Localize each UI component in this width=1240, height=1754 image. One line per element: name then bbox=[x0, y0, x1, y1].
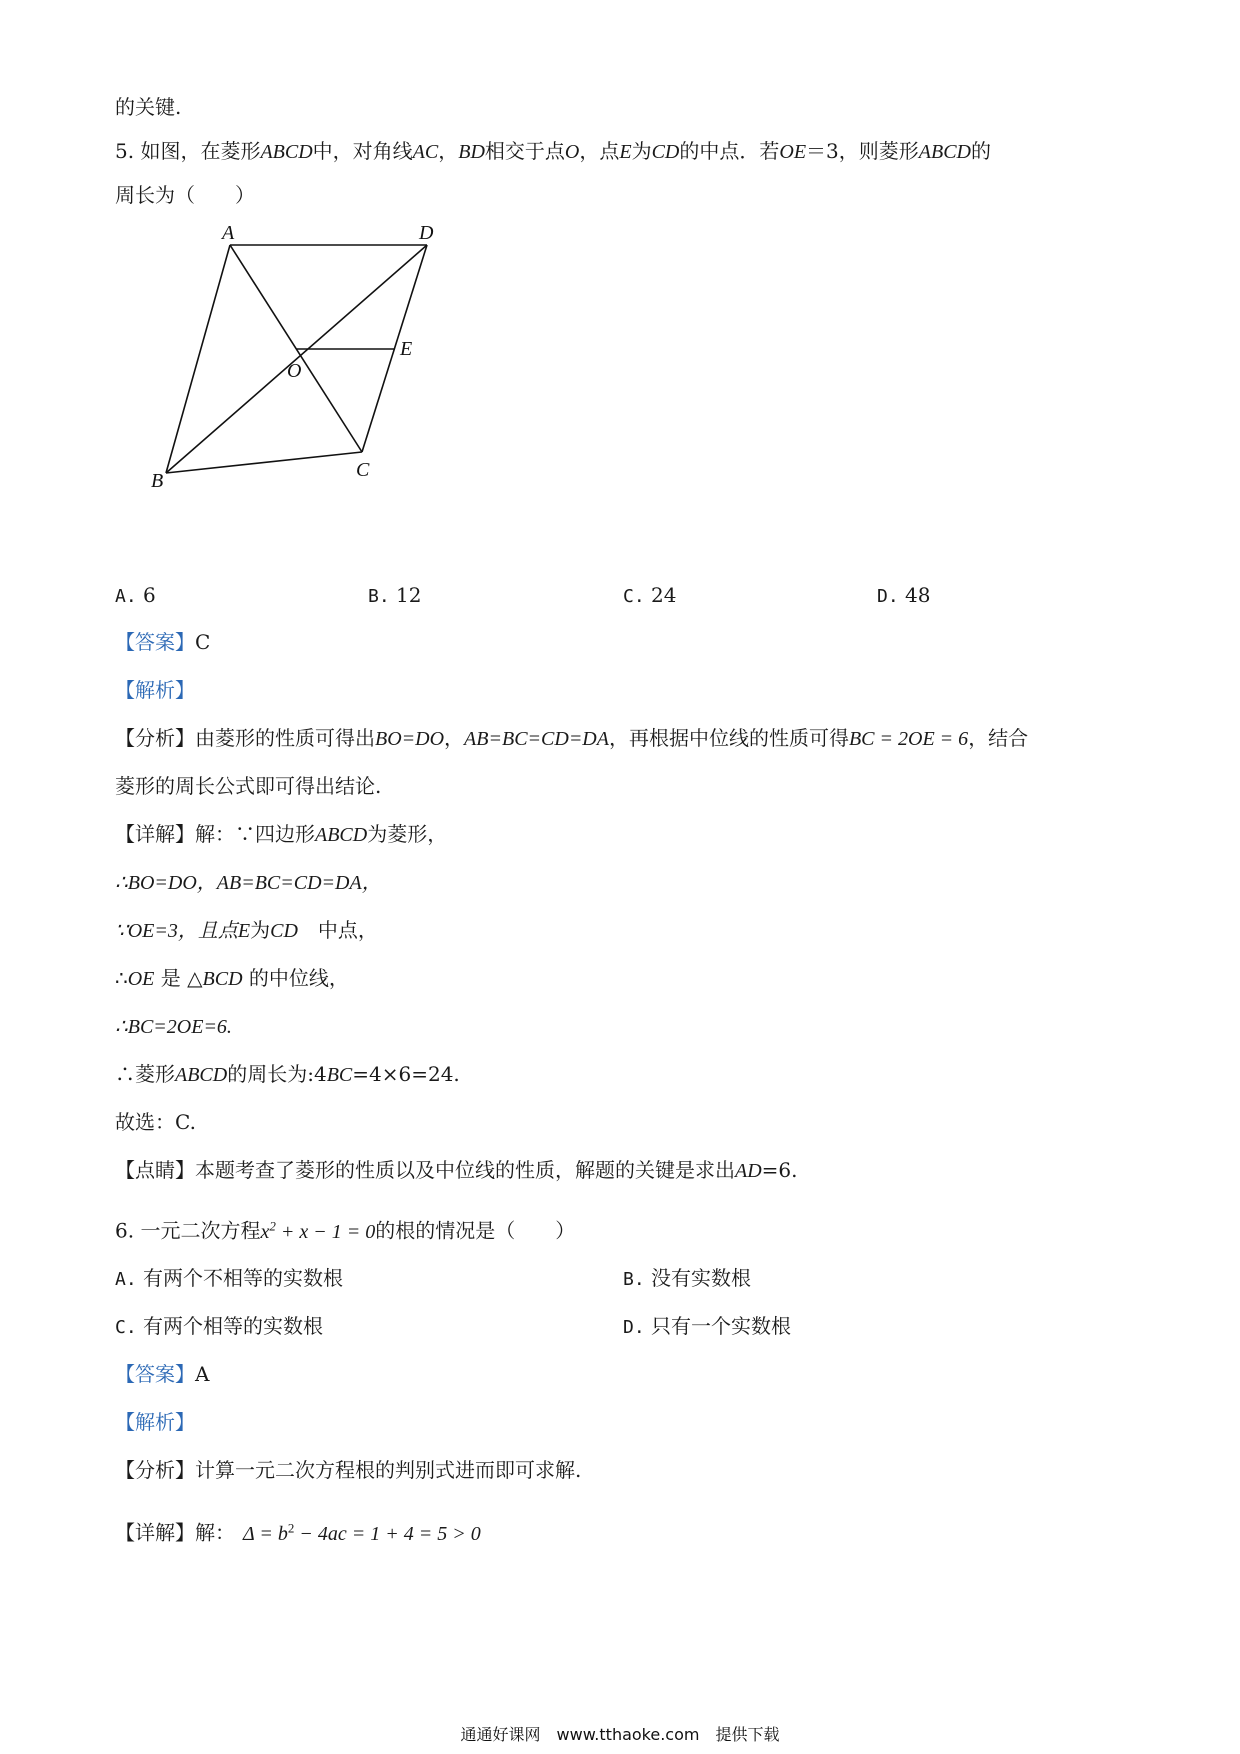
discriminant bbox=[243, 1520, 481, 1545]
dianjing-tag: 【点睛】 bbox=[115, 1158, 195, 1182]
answer-value: C bbox=[195, 630, 211, 654]
q5-analysis-heading bbox=[115, 676, 195, 704]
option-text: 没有实数根 bbox=[651, 1266, 752, 1290]
text: 的中位线， bbox=[242, 966, 349, 990]
q6-option-b[interactable] bbox=[623, 1264, 751, 1294]
option-label: C. bbox=[623, 586, 645, 607]
equation bbox=[260, 1218, 376, 1243]
answer-value: A bbox=[195, 1362, 210, 1386]
math-exponent: 2 bbox=[269, 1218, 276, 1233]
option-text: 有两个相等的实数根 bbox=[143, 1314, 324, 1338]
option-text: 6 bbox=[143, 583, 156, 607]
math-oe: OE bbox=[127, 968, 155, 990]
q6-detail bbox=[115, 1514, 481, 1548]
text: ∴BO=DO，AB=BC=CD=DA， bbox=[115, 872, 382, 894]
text: ∴BC=2OE=6. bbox=[115, 1016, 232, 1038]
fenxi-tag: 【分析】 bbox=[115, 1458, 195, 1482]
diagonal-bd bbox=[166, 245, 427, 473]
math-o: O bbox=[564, 141, 580, 163]
text: 的 bbox=[971, 139, 991, 163]
text: 计算一元二次方程根的判别式进而即可求解. bbox=[195, 1458, 582, 1482]
q5-step-2 bbox=[115, 916, 378, 945]
q5-option-c[interactable] bbox=[623, 581, 677, 611]
option-text: 24 bbox=[651, 583, 677, 607]
label-b: B bbox=[151, 470, 164, 492]
detail-tag: 【详解】 bbox=[115, 1520, 195, 1545]
math-bcd: BCD bbox=[202, 968, 243, 990]
math-abcd: ABCD bbox=[260, 141, 313, 163]
option-text: 12 bbox=[396, 583, 422, 607]
math: AB=BC=CD=DA bbox=[464, 728, 609, 750]
text: 相交于点 bbox=[484, 139, 565, 163]
text: 的中点．若 bbox=[679, 139, 780, 163]
math-cd: CD bbox=[651, 141, 680, 163]
math-rest: + x − 1 = 0 bbox=[275, 1220, 376, 1243]
text: =4×6=24. bbox=[352, 1062, 460, 1086]
label-a: A bbox=[222, 222, 235, 244]
text: ＝3，则菱形 bbox=[806, 139, 919, 163]
text: ，再根据中位线的性质可得 bbox=[608, 726, 849, 750]
q5-conclusion bbox=[115, 1108, 196, 1136]
option-label: A. bbox=[115, 586, 137, 607]
q5-option-b[interactable] bbox=[368, 581, 422, 611]
label-e: E bbox=[400, 338, 413, 360]
analysis-tag: 【解析】 bbox=[115, 678, 195, 702]
q5-dianjing bbox=[115, 1156, 798, 1185]
math-abcd: ABCD bbox=[315, 824, 368, 846]
text: ，结合 bbox=[968, 726, 1029, 750]
option-label: B. bbox=[368, 586, 390, 607]
text: 周长为（ ） bbox=[115, 183, 255, 207]
q5-fenxi-line2 bbox=[115, 772, 381, 800]
q5-step-4 bbox=[115, 1012, 232, 1041]
option-label: D. bbox=[623, 1317, 645, 1338]
detail-tag: 【详解】 bbox=[115, 822, 195, 846]
text: ， bbox=[444, 726, 465, 750]
q6-option-a[interactable] bbox=[115, 1264, 343, 1294]
fenxi-tag: 【分析】 bbox=[115, 726, 195, 750]
math-ac: AC bbox=[412, 141, 439, 163]
text: 中，对角线 bbox=[312, 139, 413, 163]
option-label: B. bbox=[623, 1269, 645, 1290]
label-d: D bbox=[419, 222, 434, 244]
text: 本题考查了菱形的性质以及中位线的性质，解题的关键是求出 bbox=[195, 1158, 735, 1182]
math-x: x bbox=[260, 1220, 270, 1243]
option-text: 48 bbox=[905, 583, 931, 607]
page-footer: 通通好课网 www.tthaoke.com 提供下载 bbox=[460, 1725, 780, 1744]
text: 故选：C. bbox=[115, 1110, 196, 1134]
answer-tag: 【答案】 bbox=[115, 630, 195, 654]
question-5-stem-line2 bbox=[115, 181, 255, 209]
math-oe: OE bbox=[779, 141, 807, 163]
rhombus-diagram bbox=[150, 222, 460, 545]
option-label: A. bbox=[115, 1269, 137, 1290]
text: 解：∵四边形 bbox=[195, 822, 315, 846]
q5-step-1 bbox=[115, 868, 382, 897]
math-exponent: 2 bbox=[287, 1520, 295, 1535]
label-o: O bbox=[287, 360, 302, 382]
text: 菱形的周长公式即可得出结论. bbox=[115, 774, 382, 798]
text: ∴ bbox=[115, 966, 128, 990]
text: 5. 如图，在菱形 bbox=[115, 139, 261, 163]
q6-option-c[interactable] bbox=[115, 1312, 323, 1342]
math-e: E bbox=[619, 141, 632, 163]
text: 是 △ bbox=[154, 966, 203, 990]
q6-fenxi bbox=[115, 1456, 581, 1484]
q5-option-a[interactable] bbox=[115, 581, 156, 611]
math-formula: BC = 2OE = 6 bbox=[848, 728, 969, 750]
math-abcd: ABCD bbox=[918, 141, 971, 163]
math: BO=DO bbox=[375, 728, 445, 750]
text: 的根的情况是（ ） bbox=[375, 1218, 576, 1243]
previous-answer-tail bbox=[115, 93, 181, 121]
q5-step-5 bbox=[115, 1060, 460, 1089]
text: 的关键. bbox=[115, 95, 182, 119]
text: 解： bbox=[195, 1520, 235, 1545]
q6-analysis-heading bbox=[115, 1408, 195, 1436]
text: 为 bbox=[250, 918, 271, 942]
math-abcd: ABCD bbox=[175, 1064, 228, 1086]
option-label: C. bbox=[115, 1317, 137, 1338]
question-6-stem bbox=[115, 1212, 575, 1246]
math-e: E bbox=[237, 920, 251, 942]
side-ab bbox=[166, 245, 230, 473]
q5-detail bbox=[115, 820, 447, 849]
q6-option-d[interactable] bbox=[623, 1312, 791, 1342]
text: 6. 一元二次方程 bbox=[115, 1218, 261, 1243]
q5-step-3 bbox=[115, 964, 349, 993]
label-c: C bbox=[356, 459, 370, 481]
q5-option-d[interactable] bbox=[877, 581, 931, 611]
side-bc bbox=[166, 452, 362, 473]
text: ， bbox=[438, 139, 459, 163]
rhombus-figure bbox=[150, 222, 460, 545]
math-bc: BC bbox=[326, 1064, 353, 1086]
option-text: 有两个不相等的实数根 bbox=[143, 1266, 344, 1290]
math-rest: − 4ac = 1 + 4 = 5 > 0 bbox=[294, 1522, 481, 1545]
math-bd: BD bbox=[458, 141, 485, 163]
math-cd: CD bbox=[270, 920, 298, 942]
answer-tag: 【答案】 bbox=[115, 1362, 195, 1386]
analysis-tag: 【解析】 bbox=[115, 1410, 195, 1434]
text: 为菱形， bbox=[367, 822, 448, 846]
math-ad: AD bbox=[735, 1160, 762, 1182]
option-label: D. bbox=[877, 586, 899, 607]
text: 由菱形的性质可得出 bbox=[195, 726, 375, 750]
question-5-stem bbox=[115, 137, 991, 166]
q6-answer bbox=[115, 1360, 209, 1388]
q5-answer bbox=[115, 628, 210, 656]
math-delta: Δ = b bbox=[243, 1522, 288, 1545]
text: 为 bbox=[631, 139, 652, 163]
q5-fenxi bbox=[115, 724, 1028, 753]
text: ∴菱形 bbox=[115, 1062, 175, 1086]
text: 的周长为:4 bbox=[227, 1062, 327, 1086]
text: 中点， bbox=[297, 918, 378, 942]
text: ∵OE=3，且点 bbox=[115, 920, 238, 942]
option-text: 只有一个实数根 bbox=[651, 1314, 792, 1338]
text: ，点 bbox=[579, 139, 620, 163]
text: =6. bbox=[761, 1158, 798, 1182]
